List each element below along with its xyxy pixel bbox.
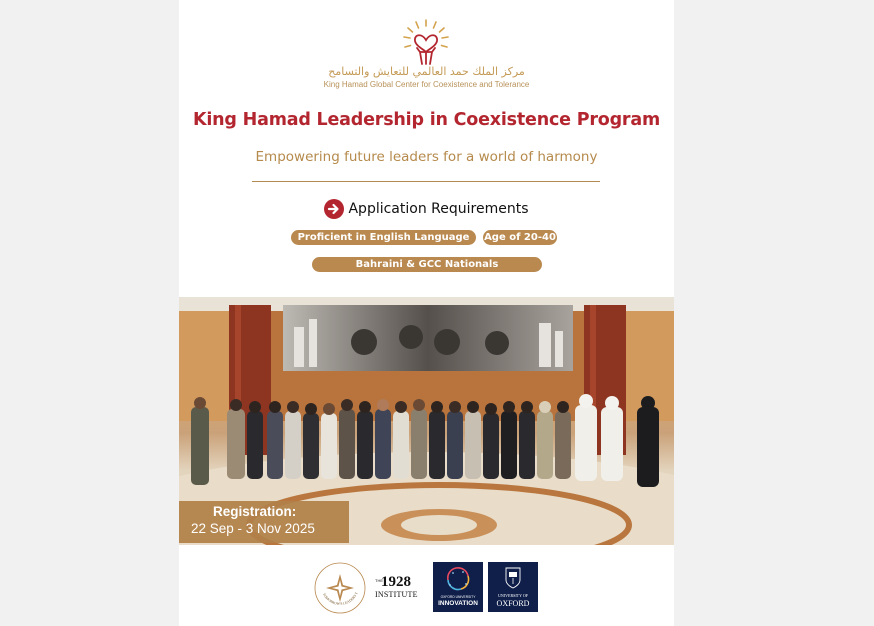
divider: [252, 181, 600, 182]
program-subtitle: Empowering future leaders for a world of harmony: [255, 149, 598, 165]
requirement-english: Proficient in English Language: [291, 230, 476, 245]
requirements-heading-row: [179, 198, 674, 220]
center-arabic-name: مركز الملك حمد العالمي للتعايش والتسامح: [328, 65, 525, 78]
compass-star-icon: [326, 574, 354, 602]
university-of-oxford-logo: [488, 562, 538, 612]
requirement-nationals: Bahraini & GCC Nationals: [312, 257, 542, 272]
center-english-name: King Hamad Global Center for Coexistence and Tolerance: [323, 80, 530, 89]
institute-word: INSTITUTE: [375, 590, 418, 599]
faith-in-leadership-logo: [314, 562, 366, 614]
faith-logo-top-text: [314, 562, 363, 563]
program-title: King Hamad Leadership in Coexistence Program: [193, 110, 660, 130]
registration-banner: [179, 501, 349, 543]
oxford-university-innovation-logo: [433, 562, 483, 612]
oxford-line2: OXFORD: [496, 599, 530, 608]
heart-hand-sun-icon: [401, 18, 451, 66]
partner-logos: [179, 545, 674, 626]
requirement-age: Age of 20-40: [484, 232, 556, 243]
requirements-heading: Application Requirements: [348, 201, 529, 217]
oui-line2: INNOVATION: [438, 600, 478, 607]
faith-logo-bottom-text: TOMORROW'S LEADERS T: [321, 591, 359, 606]
dotted-circle-icon: [433, 562, 483, 594]
oxford-crest-icon: [488, 562, 538, 592]
oxford-line1: UNIVERSITY OF: [498, 593, 528, 598]
registration-label: Registration:: [213, 504, 297, 519]
oui-line1: OXFORD UNIVERSITY: [440, 595, 476, 599]
institute-year: 1928: [381, 574, 411, 590]
poster: [179, 0, 674, 626]
arrow-right-circle-icon: [324, 199, 344, 219]
institute-the: THE: [375, 578, 383, 583]
the-1928-institute-logo: [375, 576, 421, 602]
registration-dates: 22 Sep - 3 Nov 2025: [191, 521, 315, 536]
